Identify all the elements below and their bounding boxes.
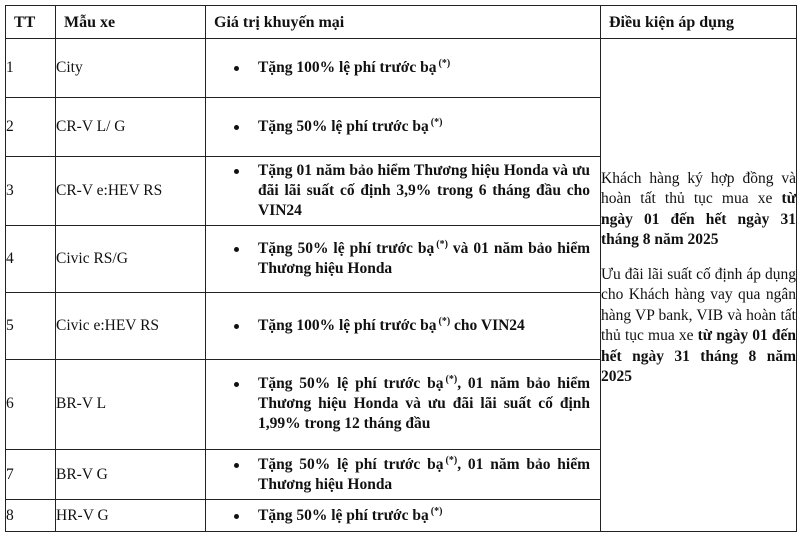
benefit-segment: Tặng 50% lệ phí trước bạ (258, 117, 429, 135)
benefit-cell (206, 500, 601, 532)
benefit-text (234, 161, 590, 221)
model-name: CR-V e:HEV RS (56, 156, 206, 225)
row-number: 3 (6, 156, 56, 225)
footnote-marker: (*) (445, 374, 458, 386)
footnote-marker: (*) (438, 316, 451, 328)
footnote-marker: (*) (438, 57, 451, 69)
row-number: 8 (6, 500, 56, 532)
benefit-segment: Tặng 50% lệ phí trước bạ (258, 455, 444, 473)
benefit-text (234, 316, 590, 336)
footnote-marker: (*) (430, 505, 443, 517)
benefit-segment: , 01 năm bảo hiểm Thương hiệu Honda và ưu đãi lãi suất cố định 1,99% trong 12 tháng đầu (258, 375, 590, 433)
benefit-cell (206, 97, 601, 156)
model-name: City (56, 39, 206, 98)
condition-2-date: từ ngày 01 đến hết ngày 31 tháng 8 năm 2025 (601, 327, 796, 385)
benefit-segment: và 01 năm bảo hiểm Thương hiệu Honda (258, 240, 590, 278)
header-condition: Điều kiện áp dụng (601, 6, 797, 39)
row-number: 6 (6, 360, 56, 449)
table-row (6, 39, 797, 98)
header-tt: TT (6, 6, 56, 39)
benefit-text (234, 239, 590, 279)
benefit-segment: Tặng 50% lệ phí trước bạ (258, 375, 444, 393)
benefit-segment: Tặng 50% lệ phí trước bạ (258, 240, 435, 258)
model-name: HR-V G (56, 500, 206, 532)
condition-paragraph-2 (601, 265, 796, 388)
row-number: 4 (6, 226, 56, 293)
benefit-text (234, 58, 590, 78)
model-name: BR-V G (56, 449, 206, 500)
model-name: CR-V L/ G (56, 97, 206, 156)
footnote-marker: (*) (436, 239, 448, 251)
benefit-segment: cho VIN24 (450, 317, 525, 335)
benefit-cell (206, 449, 601, 500)
header-model: Mẫu xe (56, 6, 206, 39)
benefit-text (234, 455, 590, 495)
model-name: BR-V L (56, 360, 206, 449)
condition-1-text: Khách hàng ký hợp đồng và hoàn tất thủ tục mua xe (601, 169, 796, 207)
benefit-text (234, 374, 590, 434)
benefit-cell (206, 293, 601, 360)
benefit-text (234, 506, 590, 526)
benefit-segment: Tặng 100% lệ phí trước bạ (258, 317, 437, 335)
condition-paragraph-1 (601, 169, 796, 251)
model-name: Civic RS/G (56, 226, 206, 293)
condition-2-text: Ưu đãi lãi suất cố định áp dụng cho Khách hàng vay qua ngân hàng VP bank, VIB và hoàn tất thủ tục mua xe (601, 265, 796, 344)
benefit-cell (206, 156, 601, 225)
footnote-marker: (*) (430, 116, 443, 128)
row-number: 5 (6, 293, 56, 360)
benefit-segment: Tặng 100% lệ phí trước bạ (258, 58, 437, 76)
header-benefit: Giá trị khuyến mại (206, 6, 601, 39)
benefit-cell (206, 360, 601, 449)
row-number: 7 (6, 449, 56, 500)
promotion-table (5, 5, 797, 532)
benefit-cell (206, 226, 601, 293)
row-number: 1 (6, 39, 56, 98)
condition-1-date: từ ngày 01 đến hết ngày 31 tháng 8 năm 2025 (601, 190, 796, 248)
row-number: 2 (6, 97, 56, 156)
benefit-text (234, 117, 590, 137)
benefit-cell (206, 39, 601, 98)
benefit-segment: Tặng 50% lệ phí trước bạ (258, 506, 429, 524)
benefit-segment: , 01 năm bảo hiểm Thương hiệu Honda (258, 455, 590, 493)
condition-cell (601, 39, 797, 532)
model-name: Civic e:HEV RS (56, 293, 206, 360)
header-row (6, 6, 797, 39)
footnote-marker: (*) (445, 454, 458, 466)
benefit-segment: Tặng 01 năm bảo hiểm Thương hiệu Honda và ưu đãi lãi suất cố định 3,9% trong 6 tháng đầu cho VIN24 (258, 161, 590, 219)
